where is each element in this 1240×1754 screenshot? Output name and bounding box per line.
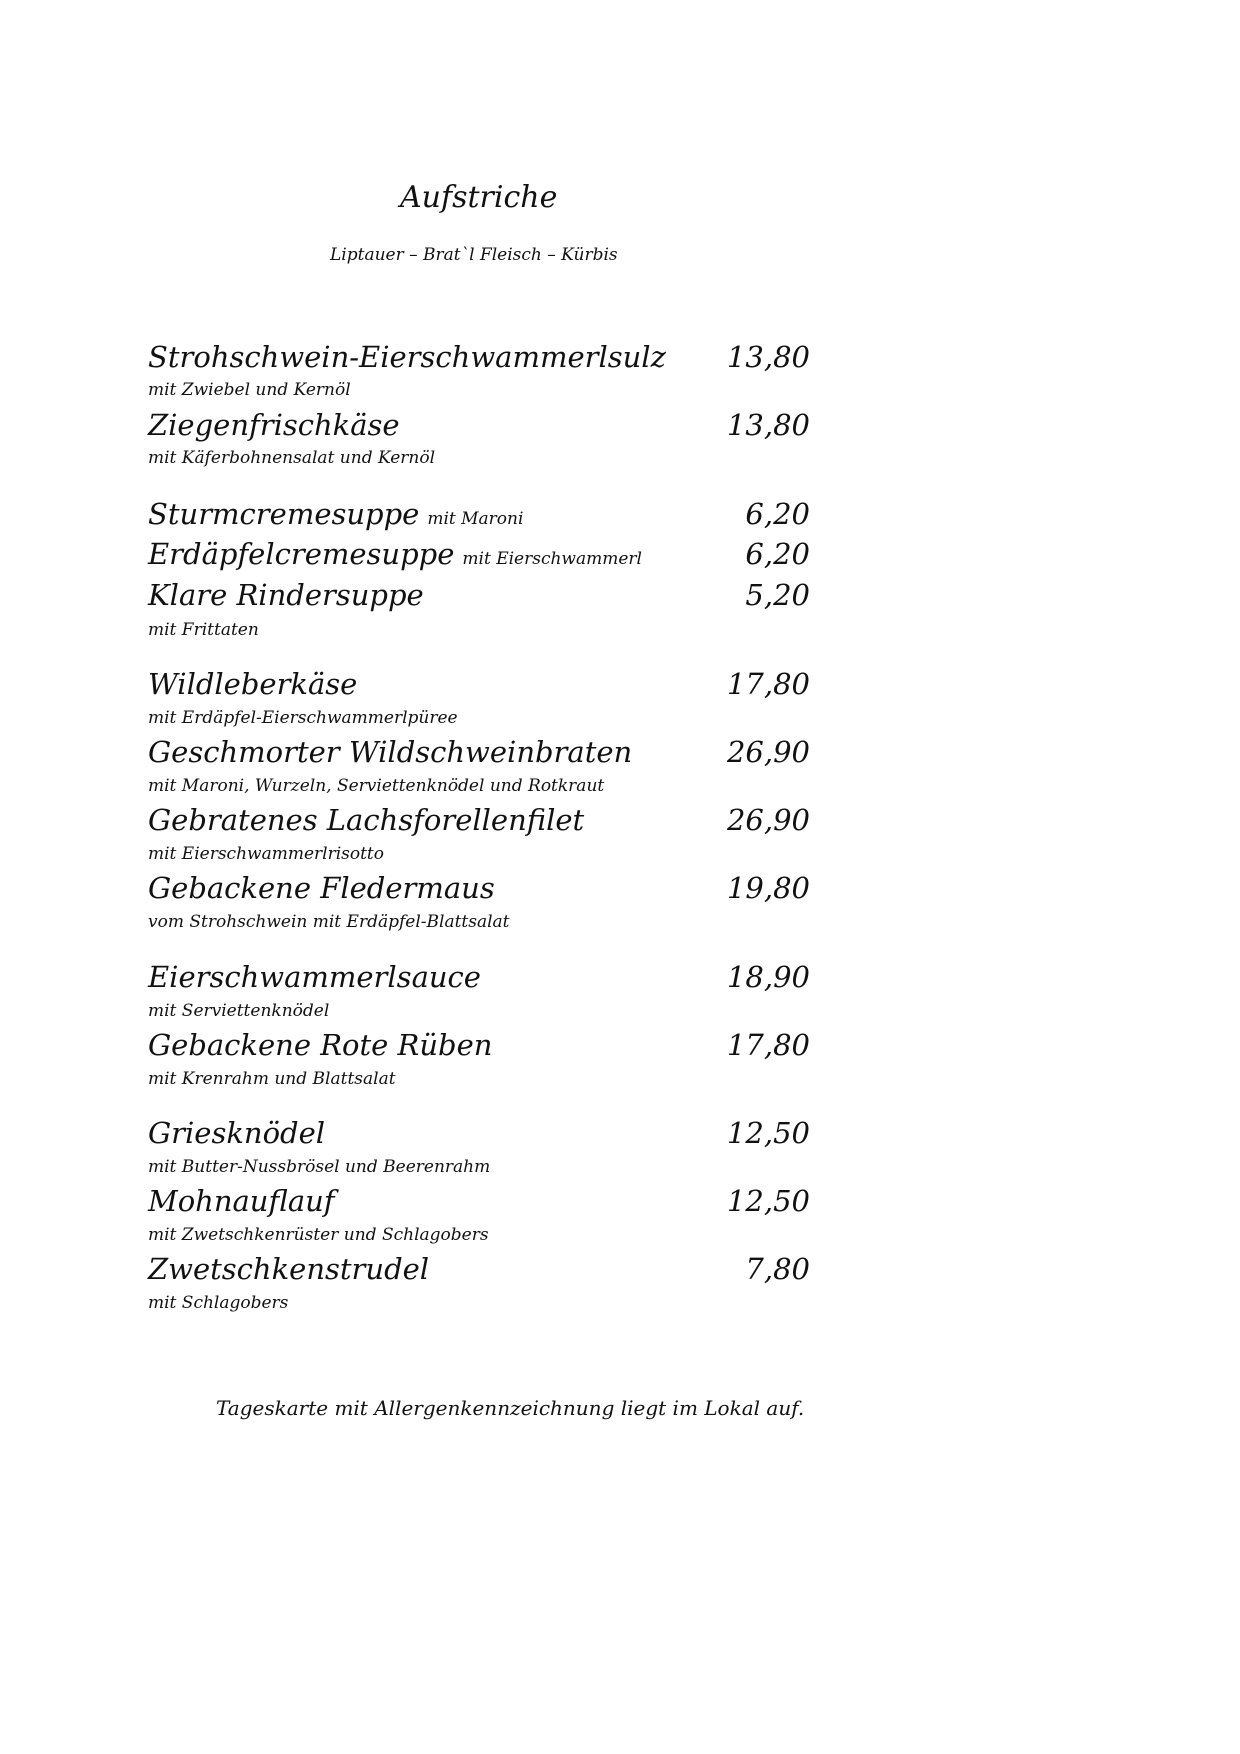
menu-item-price: 12,50: [726, 1184, 810, 1218]
menu-item-description: mit Zwiebel und Kernöl: [148, 380, 351, 400]
menu-item-name: Erdäpfelcremesuppe mit Eierschwammerl: [148, 537, 642, 571]
menu-item-description: vom Strohschwein mit Erdäpfel-Blattsalat: [148, 912, 510, 932]
menu-item-description: mit Erdäpfel-Eierschwammerlpüree: [148, 708, 458, 728]
menu-item-name: Mohnauflauf: [148, 1184, 335, 1218]
menu-item-name: Eierschwammerlsauce: [148, 960, 481, 994]
menu-item-price: 13,80: [726, 408, 810, 442]
menu-item-price: 6,20: [745, 537, 810, 571]
menu-item-name: Ziegenfrischkäse: [148, 408, 400, 442]
menu-item-name: Geschmorter Wildschweinbraten: [148, 735, 633, 769]
menu-item-description: mit Maroni, Wurzeln, Serviettenknödel und Rotkraut: [148, 776, 605, 796]
menu-item-description: mit Zwetschkenrüster und Schlagobers: [148, 1225, 489, 1245]
menu-item-name: Gebratenes Lachsforellenfilet: [148, 803, 585, 837]
menu-item-price: 12,50: [726, 1116, 810, 1150]
menu-item-name: Gebackene Rote Rüben: [148, 1028, 493, 1062]
menu-item-description: mit Frittaten: [148, 620, 259, 640]
menu-item-description: mit Krenrahm und Blattsalat: [148, 1069, 396, 1089]
menu-item-description: mit Schlagobers: [148, 1293, 289, 1313]
menu-item-price: 17,80: [726, 667, 810, 701]
menu-item-name: Wildleberkäse: [148, 667, 358, 701]
spreads-list: Liptauer – Brat`l Fleisch – Kürbis: [330, 245, 618, 265]
menu-item-price: 13,80: [726, 340, 810, 374]
menu-item-price: 18,90: [726, 960, 810, 994]
menu-item-inline-description: mit Maroni: [427, 509, 524, 529]
menu-item-description: mit Käferbohnensalat und Kernöl: [148, 448, 436, 468]
menu-item-price: 5,20: [745, 578, 810, 612]
menu-item-name: Klare Rindersuppe: [148, 578, 424, 612]
menu-item-name: Zwetschkenstrudel: [148, 1252, 430, 1286]
menu-item-name: Strohschwein-Eierschwammerlsulz: [148, 340, 666, 374]
menu-item-price: 26,90: [726, 735, 810, 769]
menu-section-title: Aufstriche: [400, 180, 558, 215]
menu-item-description: mit Butter-Nussbrösel und Beerenrahm: [148, 1157, 491, 1177]
menu-item-description: mit Eierschwammerlrisotto: [148, 844, 384, 864]
allergen-note: Tageskarte mit Allergenkennzeichnung liegt im Lokal auf.: [216, 1396, 805, 1420]
menu-item-price: 17,80: [726, 1028, 810, 1062]
menu-item-price: 26,90: [726, 803, 810, 837]
menu-item-inline-description: mit Eierschwammerl: [462, 549, 642, 569]
menu-item-price: 7,80: [745, 1252, 810, 1286]
menu-item-name: Griesknödel: [148, 1116, 326, 1150]
menu-item-description: mit Serviettenknödel: [148, 1001, 330, 1021]
menu-item-name: Sturmcremesuppe mit Maroni: [148, 497, 524, 531]
menu-item-price: 19,80: [726, 871, 810, 905]
menu-item-name: Gebackene Fledermaus: [148, 871, 495, 905]
menu-item-price: 6,20: [745, 497, 810, 531]
